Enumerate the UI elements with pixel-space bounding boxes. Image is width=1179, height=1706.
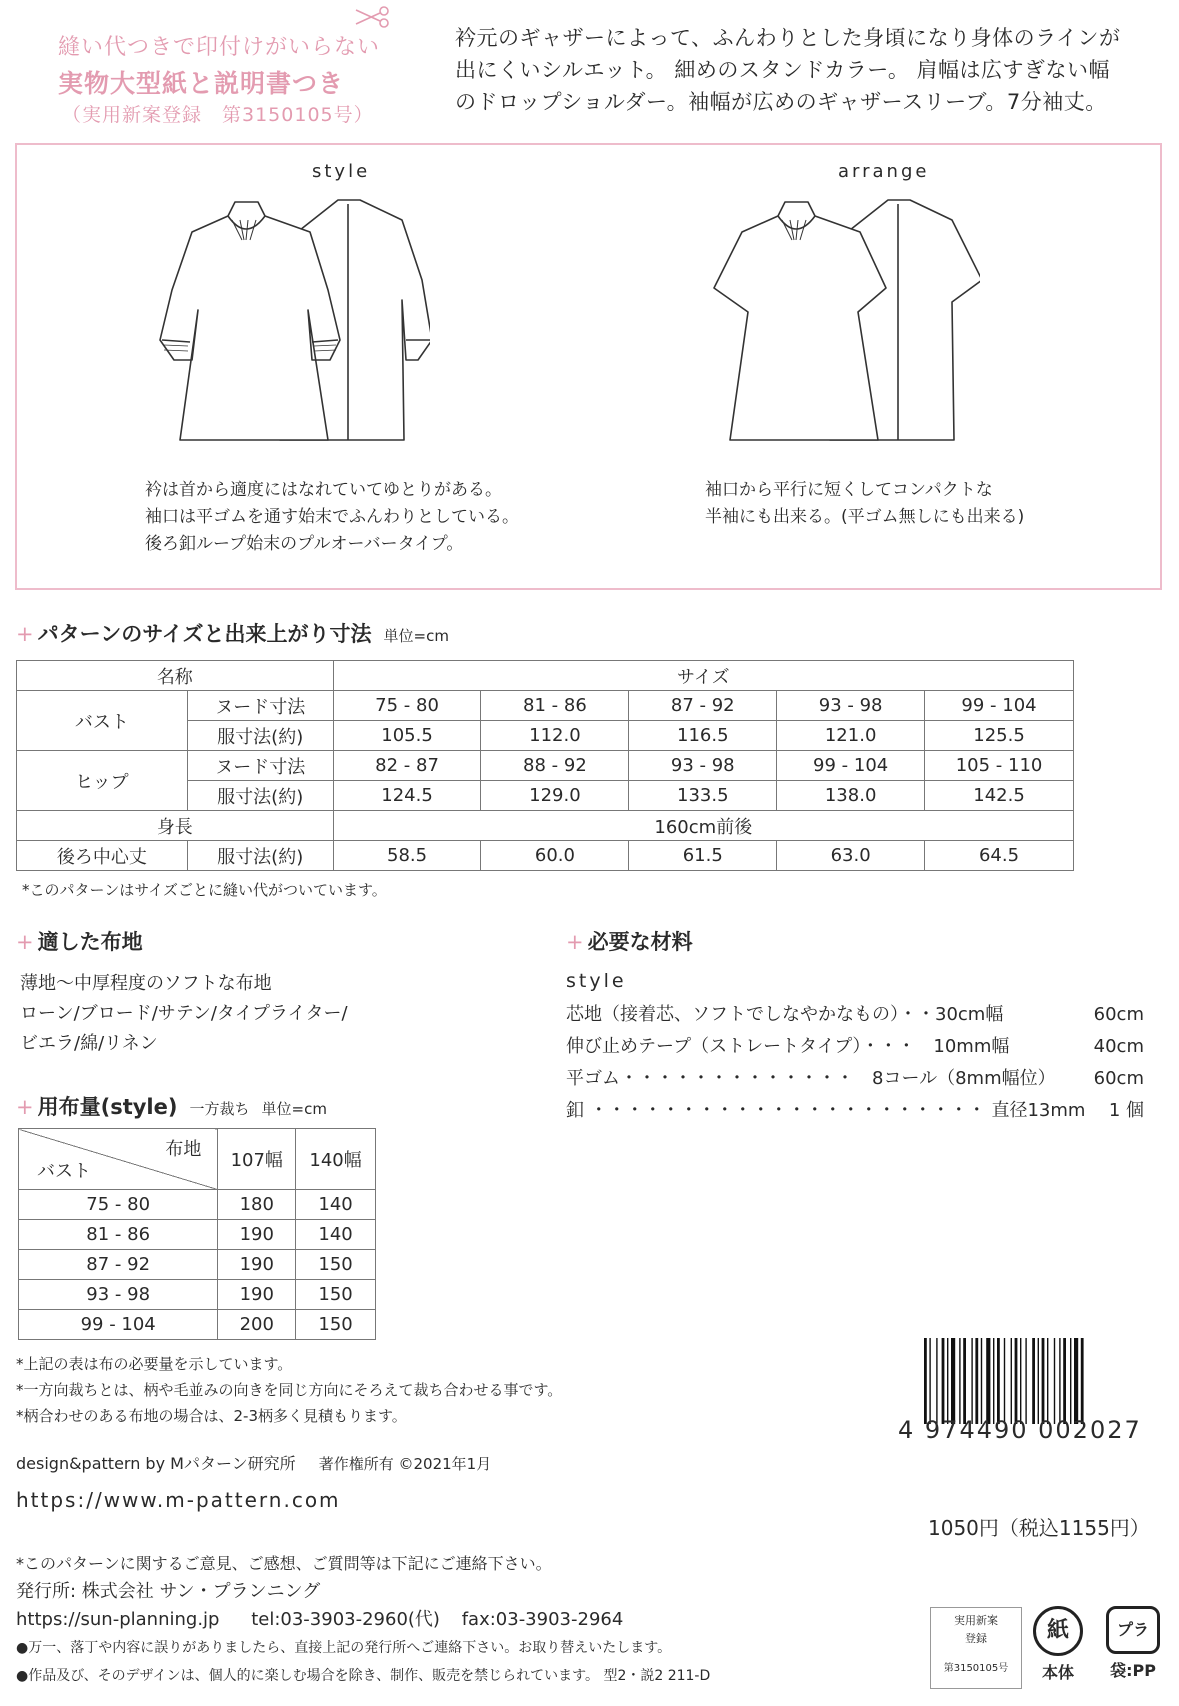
table-cell: 64.5 (925, 841, 1074, 871)
size-unit: 単位=cm (383, 627, 449, 645)
table-cell: 87 - 92 (629, 691, 777, 721)
registration-stamp (930, 1607, 1022, 1689)
table-row (19, 1220, 376, 1250)
footer-note: ●万一、落丁や内容に誤りがありましたら、直接上記の発行所へご連絡下さい。お取り替えいたします。 (16, 1640, 672, 1656)
paper-recycle-icon: 紙 (1033, 1606, 1083, 1656)
table-cell: 82 - 87 (333, 751, 481, 781)
yardage-heading-text: 用布量(style) (37, 1095, 178, 1119)
table-cell: 190 (218, 1280, 296, 1310)
header-line-2: 実物大型紙と説明書つき (58, 69, 345, 98)
fabric-list (20, 969, 348, 1059)
description-line: のドロップショルダー。袖幅が広めのギャザースリーブ。7分袖丈。 (455, 90, 1107, 114)
row-label: 身長 (17, 811, 334, 841)
table-cell: 200 (218, 1310, 296, 1340)
table-row (19, 1129, 376, 1190)
publisher-site[interactable]: https://sun-planning.jp (16, 1609, 220, 1630)
description (455, 22, 1155, 118)
table-cell: 87 - 92 (19, 1250, 218, 1280)
materials-section-heading (566, 926, 693, 956)
fabric-line: 薄地〜中厚程度のソフトな布地 (20, 973, 272, 994)
table-cell: 93 - 98 (629, 751, 777, 781)
barcode-bar (1038, 1338, 1039, 1424)
header-line-3: （実用新案登録 第3150105号） (62, 104, 374, 126)
material-qty: 60cm (1093, 1004, 1144, 1025)
table-cell: 75 - 80 (19, 1190, 218, 1220)
material-item (566, 1031, 1144, 1063)
style-label: style (312, 161, 371, 182)
paper-recycle-mark (1030, 1606, 1086, 1683)
table-row (19, 1280, 376, 1310)
table-cell: 99 - 104 (777, 751, 925, 781)
size-section-heading (16, 618, 449, 648)
table-cell: 99 - 104 (925, 691, 1074, 721)
size-note: *このパターンはサイズごとに縫い代がついています。 (22, 881, 387, 899)
table-row (19, 1310, 376, 1340)
row-label: 後ろ中心丈 (17, 841, 188, 871)
table-cell: 93 - 98 (19, 1280, 218, 1310)
header-cell: 107幅 (218, 1129, 296, 1190)
material-item (566, 1063, 1144, 1095)
material-name: 平ゴム・・・・・・・・・・・・・ 8コール（8mm幅位） (566, 1068, 1056, 1089)
material-qty: 40cm (1093, 1036, 1144, 1057)
row-sublabel: 服寸法(約) (187, 841, 333, 871)
table-row (17, 841, 1074, 871)
design-credit (16, 1451, 491, 1474)
table-row (17, 661, 1074, 691)
corner-bottom-label: バスト (37, 1161, 91, 1182)
plus-icon: + (16, 930, 34, 954)
table-row (17, 811, 1074, 841)
arrange-notes (705, 477, 1024, 531)
table-cell: 88 - 92 (481, 751, 629, 781)
table-cell: 160cm前後 (333, 811, 1073, 841)
paper-recycle-label: 本体 (1041, 1663, 1074, 1682)
table-cell: 99 - 104 (19, 1310, 218, 1340)
barcode-bar (1059, 1338, 1060, 1424)
table-cell: 81 - 86 (19, 1220, 218, 1250)
barcode (922, 1338, 1150, 1424)
barcode-bar (1025, 1338, 1026, 1424)
barcode-bar (1032, 1338, 1035, 1424)
barcode-number: 4 974490 002027 (898, 1416, 1142, 1444)
header-cell: 名称 (17, 661, 334, 691)
fabric-line: ビエラ/綿/リネン (20, 1033, 158, 1054)
arrange-label: arrange (838, 161, 930, 182)
table-cell: 150 (296, 1250, 376, 1280)
barcode-bar (993, 1338, 994, 1424)
materials-label: style (566, 970, 627, 992)
barcode-bar (951, 1338, 955, 1424)
materials-heading-text: 必要な材料 (587, 930, 693, 954)
table-cell: 61.5 (629, 841, 777, 871)
row-sublabel: 服寸法(約) (187, 721, 333, 751)
arrange-note-line: 袖口から平行に短くしてコンパクトな (705, 480, 993, 500)
plus-icon: + (16, 622, 34, 646)
table-cell: 129.0 (481, 781, 629, 811)
table-cell: 190 (218, 1250, 296, 1280)
yardage-sub-2: 単位=cm (261, 1100, 327, 1118)
arrange-blouse-illustration (690, 190, 980, 450)
barcode-bar (971, 1338, 972, 1424)
material-qty: 1 個 (1108, 1100, 1144, 1121)
barcode-bar (1042, 1338, 1045, 1424)
barcode-bar (963, 1338, 966, 1424)
table-cell: 190 (218, 1220, 296, 1250)
price: 1050円（税込1155円） (928, 1516, 1150, 1540)
barcode-bar (1081, 1338, 1084, 1424)
yardage-table (18, 1128, 376, 1340)
style-blouse-illustration (140, 190, 430, 450)
material-name: 釦 ・・・・・・・・・・・・・・・・・・・・・・ 直径13mm (566, 1100, 1086, 1121)
table-cell: 124.5 (333, 781, 481, 811)
table-cell: 138.0 (777, 781, 925, 811)
scissors-icon (352, 4, 392, 30)
table-cell: 105 - 110 (925, 751, 1074, 781)
description-line: 出にくいシルエット。 細めのスタンドカラー。 肩幅は広すぎない幅 (455, 58, 1111, 82)
barcode-bar (936, 1338, 937, 1424)
corner-cell (19, 1129, 218, 1190)
arrange-note-line: 半袖にも出来る。(平ゴム無しにも出来る) (705, 507, 1025, 527)
material-item (566, 1095, 1144, 1127)
header-cell: 140幅 (296, 1129, 376, 1190)
corner-top-label: 布地 (165, 1139, 202, 1160)
fabric-line: ローン/ブロード/サテン/タイプライター/ (20, 1003, 348, 1024)
barcode-bar (947, 1338, 948, 1424)
plus-icon: + (566, 930, 584, 954)
stamp-line: 登録 (965, 1632, 987, 1645)
website-link[interactable]: https://www.m-pattern.com (16, 1488, 341, 1512)
table-cell: 121.0 (777, 721, 925, 751)
publisher-info (16, 1550, 710, 1690)
stamp-number: 第3150105号 (943, 1663, 1009, 1674)
table-cell: 116.5 (629, 721, 777, 751)
size-heading-text: パターンのサイズと出来上がり寸法 (37, 622, 372, 646)
table-row (17, 751, 1074, 781)
barcode-bar (1011, 1338, 1012, 1424)
row-sublabel: 服寸法(約) (187, 781, 333, 811)
barcode-bar (1063, 1338, 1066, 1424)
table-cell: 63.0 (777, 841, 925, 871)
table-cell: 142.5 (925, 781, 1074, 811)
table-cell: 140 (296, 1190, 376, 1220)
row-sublabel: ヌード寸法 (187, 751, 333, 781)
barcode-bar (997, 1338, 1000, 1424)
yardage-section-heading (16, 1091, 327, 1121)
publisher-tel: tel:03-3903-2960(代) (251, 1609, 440, 1630)
table-cell: 60.0 (481, 841, 629, 871)
barcode-bar (1004, 1338, 1005, 1424)
barcode-bar (924, 1338, 927, 1424)
style-note-line: 後ろ釦ループ始末のプルオーバータイプ。 (145, 534, 464, 554)
table-cell: 150 (296, 1310, 376, 1340)
size-table (16, 660, 1074, 871)
table-row (19, 1190, 376, 1220)
inquiry-text: *このパターンに関するご意見、ご感想、ご質問等は下記にご連絡下さい。 (16, 1554, 552, 1573)
barcode-bar (986, 1338, 990, 1424)
table-cell: 133.5 (629, 781, 777, 811)
barcode-bar (929, 1338, 930, 1424)
row-sublabel: ヌード寸法 (187, 691, 333, 721)
yardage-notes (16, 1351, 562, 1429)
stamp-line: 実用新案 (954, 1614, 998, 1627)
material-name: 伸び止めテープ（ストレートタイプ）・・・ 10mm幅 (566, 1036, 1010, 1057)
row-label: バスト (17, 691, 188, 751)
header-cell: サイズ (333, 661, 1073, 691)
style-note-line: 袖口は平ゴムを通す始末でふんわりとしている。 (145, 507, 519, 527)
table-cell: 140 (296, 1220, 376, 1250)
barcode-bar (942, 1338, 945, 1424)
style-note-line: 衿は首から適度にはなれていてゆとりがある。 (145, 480, 502, 500)
material-item (566, 999, 1144, 1031)
barcode-bar (1054, 1338, 1055, 1424)
row-label: ヒップ (17, 751, 188, 811)
fabric-section-heading (16, 926, 143, 956)
publisher-name: 発行所: 株式会社 サン・プランニング (16, 1581, 321, 1602)
plastic-recycle-mark (1098, 1606, 1168, 1681)
yardage-sub-1: 一方裁ち (189, 1100, 250, 1118)
material-qty: 60cm (1093, 1068, 1144, 1089)
copyright: 著作権所有 ©2021年1月 (318, 1455, 492, 1473)
publisher-fax: fax:03-3903-2964 (461, 1609, 624, 1630)
yardage-note: *上記の表は布の必要量を示しています。 (16, 1355, 293, 1373)
plus-icon: + (16, 1095, 34, 1119)
table-row (17, 691, 1074, 721)
table-cell: 75 - 80 (333, 691, 481, 721)
table-cell: 150 (296, 1280, 376, 1310)
yardage-note: *柄合わせのある布地の場合は、2-3柄多く見積もります。 (16, 1407, 407, 1425)
material-name: 芯地（接着芯、ソフトでしなやかなもの）・・30cm幅 (566, 1004, 1004, 1025)
table-cell: 180 (218, 1190, 296, 1220)
plastic-recycle-label: 袋:PP (1110, 1661, 1156, 1680)
table-cell: 93 - 98 (777, 691, 925, 721)
table-row (19, 1250, 376, 1280)
design-text: design&pattern by Mパターン研究所 (16, 1454, 296, 1473)
barcode-bar (1074, 1338, 1078, 1424)
plastic-recycle-icon: プラ (1106, 1606, 1160, 1654)
barcode-bar (981, 1338, 982, 1424)
yardage-note: *一方向裁ちとは、柄や毛並みの向きを同じ方向にそろえて裁ち合わせる事です。 (16, 1381, 563, 1399)
materials-list (566, 999, 1144, 1127)
header-line-1: 縫い代つきで印付けがいらない (58, 35, 381, 60)
barcode-bar (1070, 1338, 1071, 1424)
barcode-bar (975, 1338, 978, 1424)
barcode-bar (1015, 1338, 1018, 1424)
barcode-bar (959, 1338, 960, 1424)
footer-note: ●作品及び、そのデザインは、個人的に楽しむ場合を除き、制作、販売を禁じられています。 型2・説2 211-D (16, 1668, 711, 1684)
table-cell: 58.5 (333, 841, 481, 871)
barcode-bar (1020, 1338, 1021, 1424)
table-cell: 125.5 (925, 721, 1074, 751)
table-cell: 112.0 (481, 721, 629, 751)
table-cell: 81 - 86 (481, 691, 629, 721)
barcode-bar (1047, 1338, 1048, 1424)
fabric-heading-text: 適した布地 (37, 930, 143, 954)
style-notes (145, 477, 519, 558)
table-cell: 105.5 (333, 721, 481, 751)
description-line: 衿元のギャザーによって、ふんわりとした身頃になり身体のラインが (455, 26, 1121, 50)
